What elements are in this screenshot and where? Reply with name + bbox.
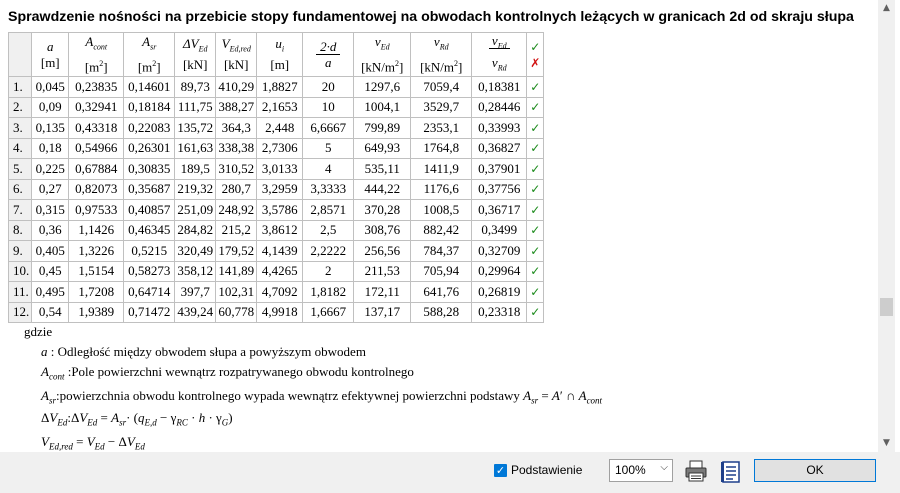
table-cell: 641,76 bbox=[411, 282, 472, 303]
table-cell: 1,8827 bbox=[257, 77, 303, 98]
table-cell: 0,135 bbox=[32, 118, 69, 139]
table-cell: 2,1653 bbox=[257, 97, 303, 118]
table-cell: 1008,5 bbox=[411, 200, 472, 221]
table-cell: 358,12 bbox=[175, 261, 216, 282]
table-cell: 179,52 bbox=[216, 241, 257, 262]
table-cell: 0,32709 bbox=[472, 241, 527, 262]
table-cell: 1,8182 bbox=[303, 282, 354, 303]
table-row bbox=[9, 302, 544, 323]
table-header-row bbox=[9, 33, 544, 77]
row-index: 10. bbox=[9, 261, 32, 282]
header-ui: $u_i$ [m] bbox=[257, 33, 303, 77]
table-cell: 0,29964 bbox=[472, 261, 527, 282]
legend-acont-text: :Pole powierzchni wewnątrz rozpatrywanego obwodu kontrolnego bbox=[67, 364, 414, 379]
table-cell: 0,37901 bbox=[472, 159, 527, 180]
table-cell: 0,045 bbox=[32, 77, 69, 98]
table-cell: 705,94 bbox=[411, 261, 472, 282]
table-cell: 137,17 bbox=[354, 302, 411, 323]
table-cell: 444,22 bbox=[354, 179, 411, 200]
bottom-toolbar bbox=[0, 452, 900, 493]
check-ok-icon: ✓ bbox=[527, 241, 544, 262]
table-cell: 535,11 bbox=[354, 159, 411, 180]
table-cell: 0,18 bbox=[32, 138, 69, 159]
table-cell: 0,32941 bbox=[69, 97, 124, 118]
table-cell: 370,28 bbox=[354, 200, 411, 221]
table-cell: 0,405 bbox=[32, 241, 69, 262]
table-cell: 4,9918 bbox=[257, 302, 303, 323]
table-cell: 1,6667 bbox=[303, 302, 354, 323]
table-cell: 3,2959 bbox=[257, 179, 303, 200]
table-cell: 4,7092 bbox=[257, 282, 303, 303]
table-cell: 1764,8 bbox=[411, 138, 472, 159]
table-cell: 1,1426 bbox=[69, 220, 124, 241]
table-cell: 20 bbox=[303, 77, 354, 98]
table-cell: 2,8571 bbox=[303, 200, 354, 221]
table-cell: 439,24 bbox=[175, 302, 216, 323]
scroll-up-icon[interactable]: ▲ bbox=[883, 3, 890, 13]
table-cell: 0,67884 bbox=[69, 159, 124, 180]
vertical-scrollbar[interactable] bbox=[878, 0, 895, 452]
table-cell: 89,73 bbox=[175, 77, 216, 98]
table-cell: 284,82 bbox=[175, 220, 216, 241]
table-cell: 2,5 bbox=[303, 220, 354, 241]
row-index: 5. bbox=[9, 159, 32, 180]
table-cell: 251,09 bbox=[175, 200, 216, 221]
table-cell: 1411,9 bbox=[411, 159, 472, 180]
table-row bbox=[9, 282, 544, 303]
table-cell: 0,46345 bbox=[124, 220, 175, 241]
check-ok-icon: ✓ bbox=[530, 39, 541, 54]
table-cell: 189,5 bbox=[175, 159, 216, 180]
header-ratio: $v_{Ed}$ $v_{Rd}$ bbox=[472, 33, 527, 77]
legend-asr-text: :powierzchnia obwodu kontrolnego wypada wewnątrz efektywnej powierzchni podstawy bbox=[55, 388, 520, 403]
table-row bbox=[9, 159, 544, 180]
header-acont: $A_{cont}$ $[m^2]$ bbox=[69, 33, 124, 77]
header-vedred: $V_{Ed,red}$ [kN] bbox=[216, 33, 257, 77]
table-cell: 1,5154 bbox=[69, 261, 124, 282]
check-ok-icon: ✓ bbox=[527, 118, 544, 139]
table-cell: 0,23318 bbox=[472, 302, 527, 323]
table-cell: 135,72 bbox=[175, 118, 216, 139]
check-bad-icon: ✗ bbox=[530, 55, 541, 70]
row-index: 4. bbox=[9, 138, 32, 159]
check-ok-icon: ✓ bbox=[527, 138, 544, 159]
table-cell: 102,31 bbox=[216, 282, 257, 303]
scroll-thumb[interactable] bbox=[880, 298, 893, 316]
table-row bbox=[9, 138, 544, 159]
ok-button[interactable]: OK bbox=[754, 459, 876, 482]
table-cell: 1,3226 bbox=[69, 241, 124, 262]
table-cell: 172,11 bbox=[354, 282, 411, 303]
table-cell: 256,56 bbox=[354, 241, 411, 262]
table-cell: 1176,6 bbox=[411, 179, 472, 200]
check-ok-icon: ✓ bbox=[527, 159, 544, 180]
row-index: 7. bbox=[9, 200, 32, 221]
table-cell: 3,5786 bbox=[257, 200, 303, 221]
row-index: 11. bbox=[9, 282, 32, 303]
check-ok-icon: ✓ bbox=[527, 261, 544, 282]
table-cell: 0,27 bbox=[32, 179, 69, 200]
table-cell: 215,2 bbox=[216, 220, 257, 241]
row-index: 2. bbox=[9, 97, 32, 118]
check-ok-icon: ✓ bbox=[527, 200, 544, 221]
zoom-select[interactable] bbox=[609, 459, 673, 482]
table-row bbox=[9, 97, 544, 118]
table-cell: 0,82073 bbox=[69, 179, 124, 200]
table-cell: 0,3499 bbox=[472, 220, 527, 241]
table-cell: 410,29 bbox=[216, 77, 257, 98]
table-cell: 2,7306 bbox=[257, 138, 303, 159]
table-row bbox=[9, 241, 544, 262]
table-cell: 0,30835 bbox=[124, 159, 175, 180]
check-ok-icon: ✓ bbox=[527, 302, 544, 323]
table-cell: 1297,6 bbox=[354, 77, 411, 98]
check-ok-icon: ✓ bbox=[527, 97, 544, 118]
legend-asr: $A_{sr}:powierzchnia$ obwodu kontrolnego wypada wewnątrz efektywnej powierzchni podstawy $A_{sr} = A'$ ∩ $A_{cont}$ bbox=[41, 388, 603, 406]
table-cell: 0,45 bbox=[32, 261, 69, 282]
table-cell: 10 bbox=[303, 97, 354, 118]
table-cell: 320,49 bbox=[175, 241, 216, 262]
table-cell: 0,36827 bbox=[472, 138, 527, 159]
check-ok-icon: ✓ bbox=[527, 282, 544, 303]
table-row bbox=[9, 77, 544, 98]
table-row bbox=[9, 261, 544, 282]
table-cell: 588,28 bbox=[411, 302, 472, 323]
table-cell: 388,27 bbox=[216, 97, 257, 118]
table-cell: 280,7 bbox=[216, 179, 257, 200]
table-cell: 882,42 bbox=[411, 220, 472, 241]
table-cell: 0,22083 bbox=[124, 118, 175, 139]
table-cell: 248,92 bbox=[216, 200, 257, 221]
table-cell: 4 bbox=[303, 159, 354, 180]
table-cell: 0,26819 bbox=[472, 282, 527, 303]
table-cell: 211,53 bbox=[354, 261, 411, 282]
table-cell: 4,1439 bbox=[257, 241, 303, 262]
legend-a-text: : Odległość między obwodem słupa a powyższym obwodem bbox=[50, 344, 366, 359]
row-index: 6. bbox=[9, 179, 32, 200]
table-cell: 1,9389 bbox=[69, 302, 124, 323]
header-dved: $\Delta V_{Ed}$ [kN] bbox=[175, 33, 216, 77]
table-cell: 7059,4 bbox=[411, 77, 472, 98]
table-cell: 308,76 bbox=[354, 220, 411, 241]
table-cell: 397,7 bbox=[175, 282, 216, 303]
table-cell: 799,89 bbox=[354, 118, 411, 139]
table-cell: 0,37756 bbox=[472, 179, 527, 200]
table-cell: 0,18184 bbox=[124, 97, 175, 118]
legend-dved-formula: $\Delta V_{Ed}:\Delta V_{Ed} = A_{sr}\cdot (q_{E,d} - \gamma_{RC} \cdot h \cdot \gamma_G)$ bbox=[41, 410, 233, 428]
table-cell: 1,7208 bbox=[69, 282, 124, 303]
legend-a: a : Odległość między obwodem słupa a powyższym obwodem bbox=[41, 344, 366, 359]
table-cell: 141,89 bbox=[216, 261, 257, 282]
table-cell: 0,54 bbox=[32, 302, 69, 323]
header-index bbox=[9, 33, 32, 77]
table-cell: 0,33993 bbox=[472, 118, 527, 139]
table-cell: 2353,1 bbox=[411, 118, 472, 139]
table-cell: 0,35687 bbox=[124, 179, 175, 200]
table-cell: 0,09 bbox=[32, 97, 69, 118]
table-cell: 0,40857 bbox=[124, 200, 175, 221]
table-cell: 0,71472 bbox=[124, 302, 175, 323]
table-cell: 161,63 bbox=[175, 138, 216, 159]
table-row bbox=[9, 200, 544, 221]
page-title: Sprawdzenie nośności na przebicie stopy fundamentowej na obwodach kontrolnych leżących w granicach 2d od skraju słupa bbox=[8, 9, 854, 25]
table-cell: 338,38 bbox=[216, 138, 257, 159]
scroll-down-icon[interactable]: ▼ bbox=[883, 438, 890, 448]
header-asr: $A_{sr}$ $[m^2]$ bbox=[124, 33, 175, 77]
row-index: 9. bbox=[9, 241, 32, 262]
report-icon[interactable] bbox=[720, 460, 742, 484]
table-cell: 649,93 bbox=[354, 138, 411, 159]
table-cell: 5 bbox=[303, 138, 354, 159]
row-index: 3. bbox=[9, 118, 32, 139]
table-cell: 2,448 bbox=[257, 118, 303, 139]
substitution-checkbox[interactable] bbox=[494, 463, 582, 477]
table-cell: 0,5215 bbox=[124, 241, 175, 262]
check-ok-icon: ✓ bbox=[527, 179, 544, 200]
zoom-value: 100% bbox=[615, 463, 646, 477]
table-cell: 4,4265 bbox=[257, 261, 303, 282]
table-cell: 1004,1 bbox=[354, 97, 411, 118]
table-cell: 0,315 bbox=[32, 200, 69, 221]
legend-gdzie: gdzie bbox=[24, 324, 53, 339]
table-cell: 0,28446 bbox=[472, 97, 527, 118]
table-row bbox=[9, 220, 544, 241]
print-icon[interactable] bbox=[684, 460, 708, 482]
table-cell: 0,43318 bbox=[69, 118, 124, 139]
table-cell: 3,0133 bbox=[257, 159, 303, 180]
row-index: 1. bbox=[9, 77, 32, 98]
header-vrd: $v_{Rd}$ $[kN/m^2]$ bbox=[411, 33, 472, 77]
table-cell: 0,54966 bbox=[69, 138, 124, 159]
table-cell: 2,2222 bbox=[303, 241, 354, 262]
results-table bbox=[8, 32, 544, 323]
checkbox-checked-icon[interactable]: ✓ bbox=[495, 464, 506, 478]
table-cell: 0,14601 bbox=[124, 77, 175, 98]
row-index: 8. bbox=[9, 220, 32, 241]
table-cell: 0,26301 bbox=[124, 138, 175, 159]
table-cell: 0,495 bbox=[32, 282, 69, 303]
table-cell: 0,36717 bbox=[472, 200, 527, 221]
legend-vedred-formula: $V_{Ed,red} = V_{Ed} - \Delta V_{Ed}$ bbox=[41, 434, 145, 452]
table-cell: 310,52 bbox=[216, 159, 257, 180]
substitution-label: Podstawienie bbox=[511, 463, 583, 477]
table-cell: 0,97533 bbox=[69, 200, 124, 221]
chevron-down-icon: ⌵ bbox=[660, 462, 668, 473]
row-index: 12. bbox=[9, 302, 32, 323]
header-ved: $v_{Ed}$ $[kN/m^2]$ bbox=[354, 33, 411, 77]
table-cell: 0,36 bbox=[32, 220, 69, 241]
table-cell: 3,8612 bbox=[257, 220, 303, 241]
table-cell: 364,3 bbox=[216, 118, 257, 139]
header-check bbox=[527, 33, 544, 77]
table-cell: 111,75 bbox=[175, 97, 216, 118]
table-cell: 3,3333 bbox=[303, 179, 354, 200]
table-body bbox=[9, 77, 544, 323]
table-cell: 0,23835 bbox=[69, 77, 124, 98]
table-cell: 0,225 bbox=[32, 159, 69, 180]
table-cell: 0,64714 bbox=[124, 282, 175, 303]
table-row bbox=[9, 179, 544, 200]
table-cell: 784,37 bbox=[411, 241, 472, 262]
check-ok-icon: ✓ bbox=[527, 220, 544, 241]
table-cell: 3529,7 bbox=[411, 97, 472, 118]
table-cell: 0,18381 bbox=[472, 77, 527, 98]
header-a: a [m] bbox=[32, 33, 69, 77]
legend-acont: $A_{cont}$ :Pole powierzchni wewnątrz rozpatrywanego obwodu kontrolnego bbox=[41, 364, 414, 382]
table-cell: 6,6667 bbox=[303, 118, 354, 139]
table-row bbox=[9, 118, 544, 139]
header-2d-a: 2·d a bbox=[303, 33, 354, 77]
table-cell: 2 bbox=[303, 261, 354, 282]
check-ok-icon: ✓ bbox=[527, 77, 544, 98]
table-cell: 0,58273 bbox=[124, 261, 175, 282]
table-cell: 60,778 bbox=[216, 302, 257, 323]
table-cell: 219,32 bbox=[175, 179, 216, 200]
